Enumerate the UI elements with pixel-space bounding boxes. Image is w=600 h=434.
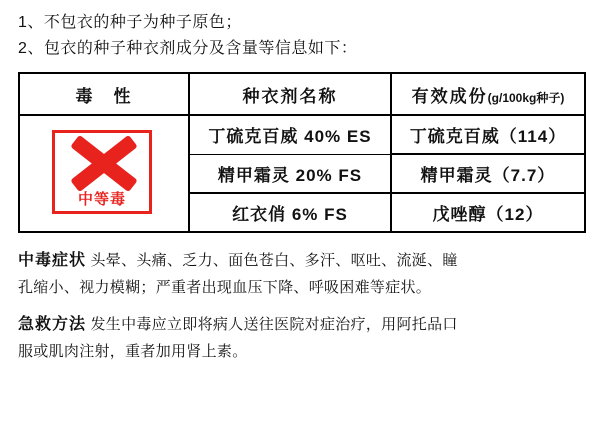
note-title-symptoms: 中毒症状 <box>18 252 87 269</box>
ingredient-3: 戊唑醇（12） <box>391 193 585 232</box>
toxicity-seal-cell <box>19 115 189 232</box>
intro-line-2: 2、包衣的种子种衣剂成分及含量等信息如下： <box>18 40 358 57</box>
notes-section <box>18 247 584 365</box>
intro-section <box>18 10 584 62</box>
note-title-first-aid: 急救方法 <box>18 316 87 333</box>
header-active-ingredient-main: 有效成份 <box>411 86 488 106</box>
seed-coating-table <box>18 72 586 233</box>
note-first-aid <box>18 311 584 365</box>
note-first-aid-line-1: 发生中毒应立即将病人送往医院对症治疗，用阿托品口 <box>90 316 458 333</box>
toxicity-seal <box>52 130 156 218</box>
coating-name-2: 精甲霜灵 20% FS <box>189 154 391 193</box>
header-toxicity: 毒 性 <box>19 73 189 115</box>
note-symptoms-line-1: 头晕、头痛、乏力、面色苍白、多汗、呕吐、流涎、瞳 <box>90 252 458 269</box>
table-row <box>19 115 585 154</box>
coating-name-3: 红衣俏 6% FS <box>189 193 391 232</box>
seal-label: 中等毒 <box>77 190 126 208</box>
table-header-row <box>19 73 585 115</box>
note-symptoms-line-2: 孔缩小、视力模糊；严重者出现血压下降、呼吸困难等症状。 <box>18 279 432 296</box>
note-first-aid-line-2: 服或肌肉注射，重者加用肾上素。 <box>18 343 248 360</box>
header-active-ingredient <box>391 73 585 115</box>
note-poisoning-symptoms <box>18 247 584 301</box>
ingredient-1: 丁硫克百威（114） <box>391 115 585 154</box>
header-active-ingredient-unit: (g/100kg种子) <box>487 90 565 105</box>
coating-name-1: 丁硫克百威 40% ES <box>189 115 391 154</box>
ingredient-2: 精甲霜灵（7.7） <box>391 154 585 193</box>
intro-line-1: 1、不包衣的种子为种子原色； <box>18 14 242 31</box>
header-coating-name: 种衣剂名称 <box>189 73 391 115</box>
x-mark-icon <box>69 146 139 180</box>
